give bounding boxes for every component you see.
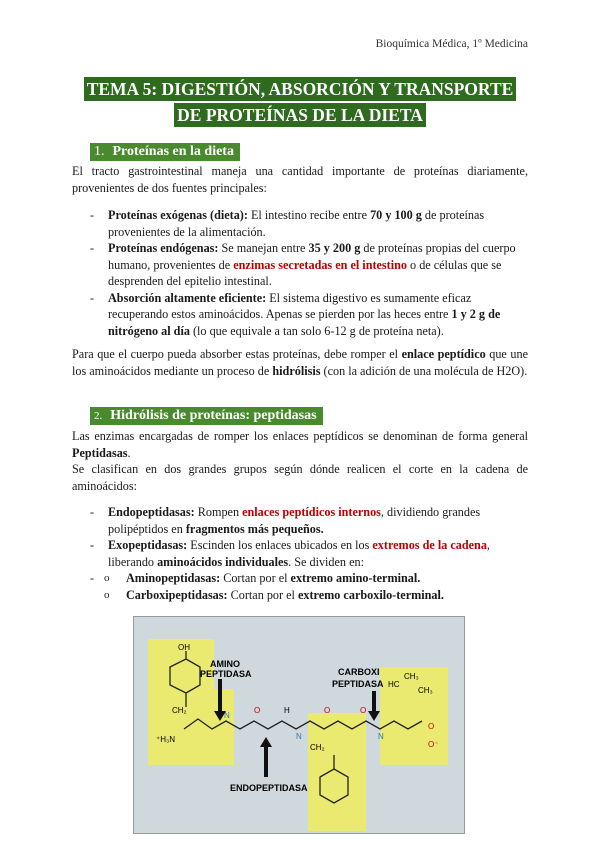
amino-label: AMINO <box>210 659 240 669</box>
coo-label: O⁻ <box>428 740 439 749</box>
peptidase-diagram <box>133 616 465 834</box>
ch3-label-1: CH₃ <box>404 672 419 681</box>
phe-residue-highlight <box>308 713 366 831</box>
nh3-label: ⁺H₃N <box>156 735 176 744</box>
list-item: o Carboxipeptidasas: Cortan por el extremo carboxilo-terminal. <box>72 587 528 604</box>
list-item: - Endopeptidasas: Rompen enlaces peptídicos internos, dividiendo grandes polipéptidos en fragmentos más pequeños. <box>72 504 528 537</box>
endo-arrow-head <box>260 737 272 747</box>
o-label-4: O <box>428 722 435 731</box>
o-label-1: O <box>254 706 261 715</box>
peptidase-types-list <box>72 504 528 603</box>
sublist-container <box>72 570 528 603</box>
carboxi-label: CARBOXI <box>338 667 380 677</box>
amino-peptidasa-label: PEPTIDASA <box>200 669 252 679</box>
section-heading-1: 1. Proteínas en la dieta <box>90 143 240 161</box>
ch2-label-2: CH₂ <box>310 743 325 752</box>
list-item: - Exopeptidasas: Escinden los enlaces ubicados en los extremos de la cadena, liberando aminoácidos individuales. Se dividen en: <box>72 537 528 570</box>
n-label-3: N <box>378 732 384 741</box>
carboxi-arrow-head <box>368 711 380 721</box>
carboxi-peptidasa-label: PEPTIDASA <box>332 679 384 689</box>
endopeptidasa-label: ENDOPEPTIDASA <box>230 783 308 793</box>
o-label-2: O <box>324 706 331 715</box>
list-item: o - Aminopeptidasas: Cortan por el extremo amino-terminal. <box>72 570 528 587</box>
page-title-line2: DE PROTEÍNAS DE LA DIETA <box>0 103 600 128</box>
list-item: - Absorción altamente eficiente: El sistema digestivo es sumamente eficaz recuperando estos aminoácidos. Apenas se pierden por las heces entre 1 y 2 g de nitrógeno al día (lo que equivale a tan solo 6-12 g de proteína neta). <box>72 290 528 340</box>
peptidases-definition: Las enzimas encargadas de romper los enlaces peptídicos se denominan de forma general Peptidasas. <box>72 429 528 460</box>
peptidases-classification: Se clasifican en dos grandes grupos según dónde realicen el corte en la cadena de aminoácidos: <box>72 462 528 493</box>
n-label-2: N <box>296 732 302 741</box>
bond-highlight <box>214 689 234 765</box>
hydrolysis-paragraph: Para que el cuerpo pueda absorber estas proteínas, debe romper el enlace peptídico que une los aminoácidos mediante un proceso de hidrólisis (con la adición de una molécula de H2O). <box>72 347 528 378</box>
n-label-1: N <box>224 711 230 720</box>
list-item: - Proteínas exógenas (dieta): El intestino recibe entre 70 y 100 g de proteínas provenientes de la alimentación. <box>72 207 528 240</box>
section1-intro: El tracto gastrointestinal maneja una cantidad importante de proteínas diariamente, provenientes de dos fuentes principales: <box>72 164 528 195</box>
o-label-3: O <box>360 706 367 715</box>
amino-residue-highlight <box>148 639 214 765</box>
document-header: Bioquímica Médica, 1º Medicina <box>375 38 528 50</box>
oh-label: OH <box>178 643 190 652</box>
page-title-line1: TEMA 5: DIGESTIÓN, ABSORCIÓN Y TRANSPORTE <box>0 77 600 102</box>
protein-sources-list <box>72 207 528 339</box>
h-label-1: H <box>284 706 290 715</box>
section-heading-2: 2. Hidrólisis de proteínas: peptidasas <box>90 407 323 425</box>
list-item: - Proteínas endógenas: Se manejan entre 35 y 200 g de proteínas propias del cuerpo humano, provenientes de enzimas secretadas en el intestino o de células que se desprenden del epitelio intestinal. <box>72 240 528 290</box>
ch2-label-1: CH₂ <box>172 706 187 715</box>
exopeptidase-sublist <box>72 570 528 603</box>
hc-label: HC <box>388 680 400 689</box>
ch3-label-2: CH₃ <box>418 686 433 695</box>
